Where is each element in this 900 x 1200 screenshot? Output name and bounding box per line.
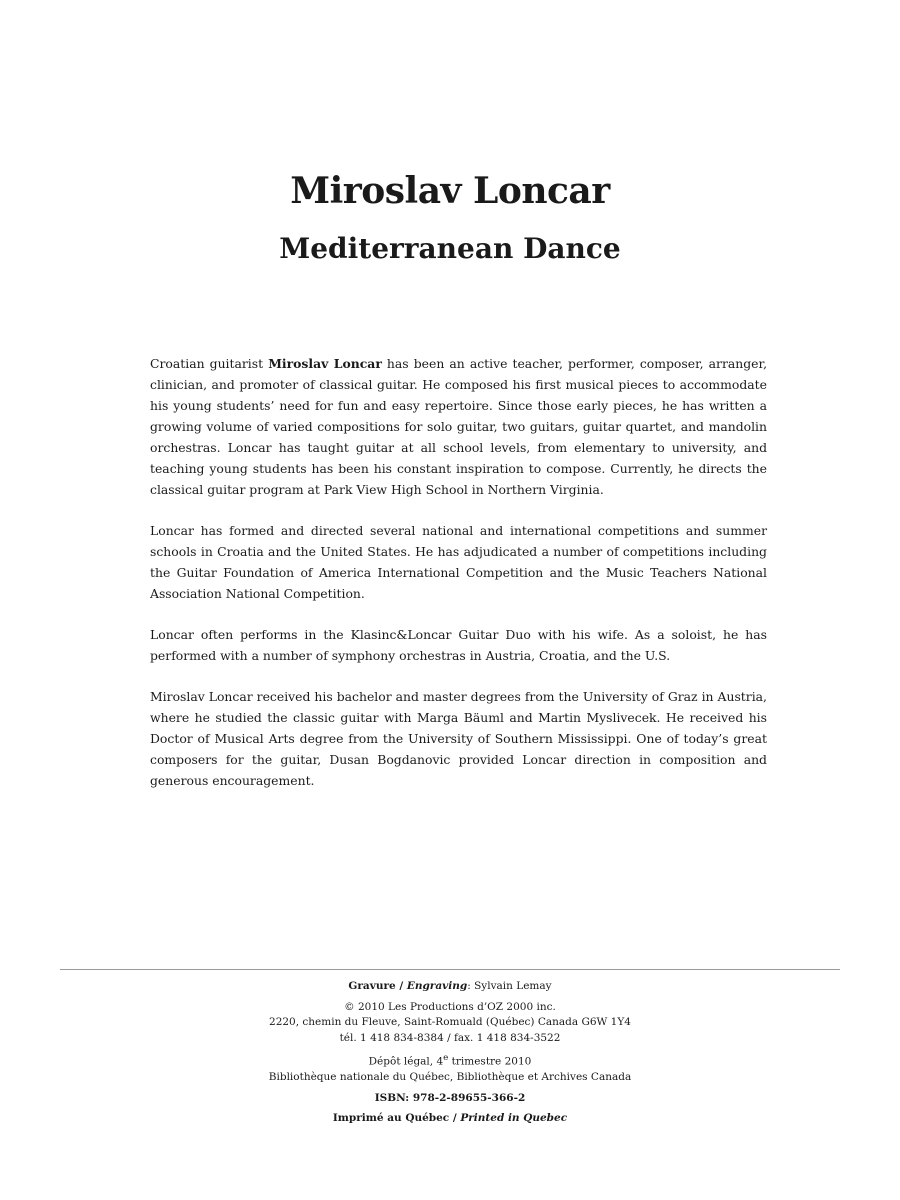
bio-paragraph-4: Miroslav Loncar received his bachelor and master degrees from the University of Graz in Austria, where he studied the classic guitar with Marga Bäuml and Martin Myslivecek. He received his Doctor of Musical Arts degree from the University of Southern Mississippi. One of today’s great composers for the guitar, Dusan Bogdanovic provided Loncar direction in composition and generous encouragement. [150, 689, 767, 788]
legal-deposit [0, 1051, 900, 1086]
printed-fr: Imprimé au Québec [332, 1112, 450, 1124]
bio-p1-intro: Croatian guitarist [150, 356, 269, 371]
copyright-line: © 2010 Les Productions d’OZ 2000 inc. [344, 1000, 556, 1013]
isbn-block [0, 1091, 900, 1107]
printed-slash: / [449, 1112, 461, 1124]
depot-text: Dépôt légal, 4 [368, 1055, 444, 1068]
composer-name-title: Miroslav Loncar [290, 170, 610, 212]
depot-superscript: e [443, 1053, 449, 1063]
bio-paragraph-2: Loncar has formed and directed several national and international competitions and summer schools in Croatia and the United States. He has adjudicated a number of competitions including the Guitar Foundation of America International Competition and the Music Teachers National Association National Competition. [150, 523, 767, 601]
bio-p1-rest: has been an active teacher, performer, composer, arranger, clinician, and promoter of classical guitar. He composed his first musical pieces to accommodate his young students’ need for fun and easy repertoire. Since those early pieces, he has written a growing volume of varied compositions for solo guitar, two guitars, guitar quartet, and mandolin orchestras. Loncar has taught guitar at all school levels, from elementary to university, and teaching young students has been his constant inspiration to compose. Currently, he directs the classical guitar program at Park View High School in Northern Virginia. [150, 356, 768, 497]
engraving-credit [0, 979, 900, 995]
engraving-slash: / [395, 980, 407, 992]
address-line: 2220, chemin du Fleuve, Saint-Romuald (Québec) Canada G6W 1Y4 [269, 1016, 631, 1028]
publisher-info [0, 1000, 900, 1047]
engraver-name: : Sylvain Lemay [467, 980, 552, 992]
phone-line: tél. 1 418 834-8384 / fax. 1 418 834-3522 [339, 1031, 561, 1044]
depot-quarter: trimestre 2010 [448, 1055, 532, 1068]
library-line: Bibliothèque nationale du Québec, Bibliothèque et Archives Canada [268, 1071, 632, 1083]
biography [150, 353, 767, 811]
engraving-label-en: Engraving [406, 980, 468, 992]
bio-p1-name: Miroslav Loncar [268, 356, 382, 371]
publisher-credits [0, 979, 900, 1132]
piece-title: Mediterranean Dance [279, 232, 621, 265]
printed-in [0, 1111, 900, 1127]
isbn-line: ISBN: 978-2-89655-366-2 [374, 1091, 526, 1104]
engraving-label-fr: Gravure [348, 980, 396, 992]
bio-paragraph-3: Loncar often performs in the Klasinc&Loncar Guitar Duo with his wife. As a soloist, he has performed with a number of symphony orchestras in Austria, Croatia, and the U.S. [150, 627, 767, 663]
printed-en: Printed in Quebec [460, 1112, 568, 1124]
footer-divider [60, 969, 840, 970]
bio-paragraph-1 [150, 353, 767, 500]
